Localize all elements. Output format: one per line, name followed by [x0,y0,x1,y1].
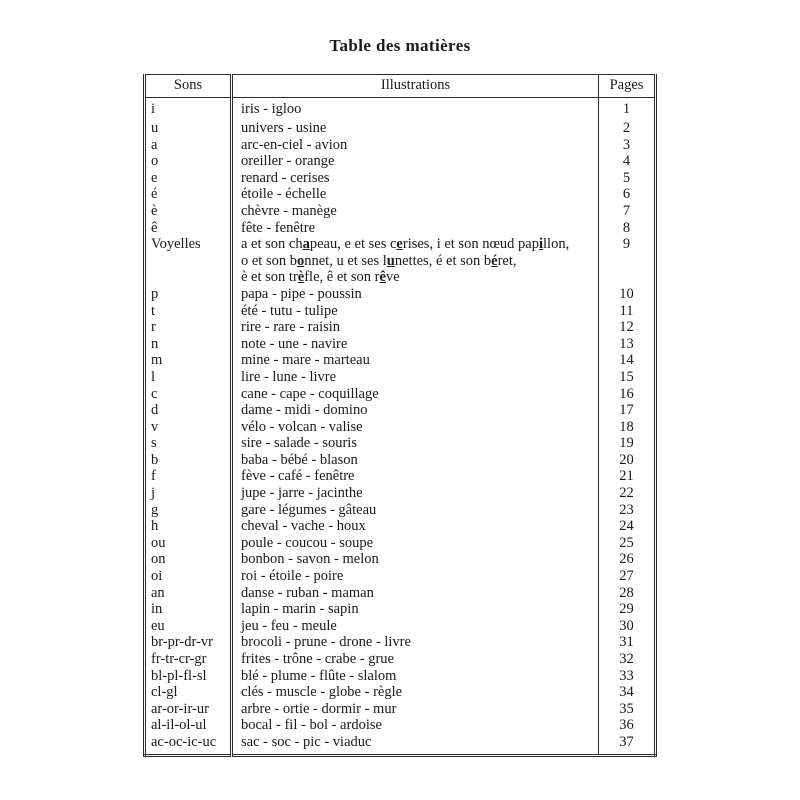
cell-page-number: 15 [619,368,634,385]
illustration-line [241,236,598,253]
cell-page-number: 18 [619,418,634,435]
plain-text: nettes, é et son b [394,252,492,269]
plain-text: o et son b [241,252,297,269]
cell-sons: j [145,485,232,502]
header-row [145,75,656,98]
page-title: Table des matières [329,36,471,55]
cell-illustrations [232,236,599,286]
cell-page-number: 10 [619,285,634,302]
cell-sons: ac-oc-ic-uc [145,734,232,755]
plain-text: ve [385,269,400,286]
cell-sons: on [145,551,232,568]
cell-page-number: 36 [619,717,634,734]
table-row [145,286,656,303]
cell-illustrations: gare - légumes - gâteau [232,502,599,519]
plain-text: peau, e et ses c [309,236,397,253]
cell-sons: h [145,518,232,535]
cell-sons: b [145,452,232,469]
table-header [145,75,656,98]
emphasized-vowel: e [396,236,403,253]
cell-page-number: 6 [622,186,631,203]
cell-page-number: 24 [619,518,634,535]
emphasized-vowel: i [538,236,544,253]
table-row [145,203,656,220]
cell-page-number: 27 [619,568,634,585]
table-row [145,137,656,154]
cell-illustrations: renard - cerises [232,170,599,187]
table-row [145,701,656,718]
table-row [145,220,656,237]
plain-text: rises, i et son nœud pap [402,236,539,253]
cell-page-number: 30 [619,617,634,634]
cell-sons: al-il-ol-ul [145,717,232,734]
cell-page-number: 35 [619,700,634,717]
cell-illustrations: lapin - marin - sapin [232,601,599,618]
table-row [145,386,656,403]
cell-sons: v [145,419,232,436]
cell-page-number: 31 [619,634,634,651]
table-row [145,502,656,519]
cell-illustrations: dame - midi - domino [232,402,599,419]
cell-page-number: 37 [619,733,634,750]
cell-sons: n [145,336,232,353]
cell-illustrations: jeu - feu - meule [232,618,599,635]
cell-illustrations: oreiller - orange [232,153,599,170]
cell-sons: d [145,402,232,419]
cell-sons: c [145,386,232,403]
cell-illustrations: arc-en-ciel - avion [232,137,599,154]
table-row [145,452,656,469]
cell-page-number: 12 [619,319,634,336]
table-body [145,98,656,756]
cell-page-number: 22 [619,485,634,502]
cell-illustrations: iris - igloo [232,98,599,121]
plain-text: nnet, u et ses l [304,252,387,269]
table-of-contents [143,74,657,757]
emphasized-vowel: u [386,252,395,269]
cell-illustrations: chèvre - manège [232,203,599,220]
cell-page-number: 34 [619,684,634,701]
table-row [145,402,656,419]
table-row [145,319,656,336]
cell-illustrations: jupe - jarre - jacinthe [232,485,599,502]
cell-sons: p [145,286,232,303]
cell-page-number: 1 [622,101,631,117]
cell-illustrations: baba - bébé - blason [232,452,599,469]
cell-illustrations: lire - lune - livre [232,369,599,386]
emphasized-vowel: a [302,236,310,253]
cell-page-number: 8 [622,219,631,236]
cell-sons: u [145,120,232,137]
cell-sons: eu [145,618,232,635]
table-row [145,435,656,452]
cell-sons: oi [145,568,232,585]
emphasized-vowel: o [296,252,305,269]
cell-page-number: 32 [619,651,634,667]
cell-page-number: 4 [622,153,631,170]
cell-sons: f [145,468,232,485]
cell-page-number: 28 [619,584,634,601]
cell-illustrations: cheval - vache - houx [232,518,599,535]
table-row [145,485,656,502]
cell-sons: è [145,203,232,220]
table-row [145,170,656,187]
plain-text: a et son ch [241,236,303,253]
cell-illustrations: bonbon - savon - melon [232,551,599,568]
cell-page-number: 26 [619,551,634,568]
table-row [145,618,656,635]
cell-page-number: 23 [619,501,634,518]
table-row [145,468,656,485]
cell-illustrations: fève - café - fenêtre [232,468,599,485]
table-row [145,717,656,734]
cell-illustrations: cane - cape - coquillage [232,386,599,403]
cell-illustrations: rire - rare - raisin [232,319,599,336]
cell-page-number: 11 [619,302,634,319]
cell-sons: t [145,303,232,320]
cell-illustrations: papa - pipe - poussin [232,286,599,303]
cell-sons: r [145,319,232,336]
cell-sons: in [145,601,232,618]
cell-sons: an [145,585,232,602]
cell-sons: bl-pl-fl-sl [145,668,232,685]
cell-page-number: 25 [619,534,634,551]
column-header-sons: Sons [145,75,232,98]
cell-page-number: 5 [622,169,631,186]
cell-sons: ou [145,535,232,552]
cell-page-number: 3 [622,136,631,153]
cell-illustrations: danse - ruban - maman [232,585,599,602]
cell-illustrations: clés - muscle - globe - règle [232,684,599,701]
cell-page-number: 13 [619,335,634,352]
cell-sons: e [145,170,232,187]
cell-illustrations: sire - salade - souris [232,435,599,452]
cell-sons: é [145,186,232,203]
table-row [145,236,656,286]
table-row [145,518,656,535]
table-row [145,153,656,170]
column-header-pages: Pages [599,75,656,98]
emphasized-vowel: é [491,252,498,269]
plain-text: ret, [497,252,517,269]
cell-illustrations: arbre - ortie - dormir - mur [232,701,599,718]
table-row [145,120,656,137]
cell-sons: g [145,502,232,519]
table-row [145,651,656,668]
cell-sons: br-pr-dr-vr [145,634,232,651]
table-row [145,551,656,568]
table-row [145,535,656,552]
table-row [145,585,656,602]
table-row [145,419,656,436]
cell-sons: l [145,369,232,386]
cell-illustrations: vélo - volcan - valise [232,419,599,436]
cell-sons: ê [145,220,232,237]
cell-page-number: 21 [619,468,634,485]
table-row [145,303,656,320]
cell-illustrations: mine - mare - marteau [232,352,599,369]
table-row [145,634,656,651]
cell-illustrations: frites - trône - crabe - grue [232,651,599,668]
table-row [145,369,656,386]
cell-sons: fr-tr-cr-gr [145,651,232,668]
emphasized-vowel: è [297,269,305,286]
table-row [145,336,656,353]
cell-page-number: 20 [619,451,634,468]
cell-sons: o [145,153,232,170]
illustration-line [241,269,598,286]
cell-sons: ar-or-ir-ur [145,701,232,718]
cell-sons: a [145,137,232,154]
plain-text: llon, [543,236,570,253]
cell-illustrations: brocoli - prune - drone - livre [232,634,599,651]
cell-illustrations: sac - soc - pic - viaduc [232,734,599,755]
plain-text: fle, ê et son r [304,269,380,286]
plain-text: è et son tr [241,269,298,286]
cell-illustrations: bocal - fil - bol - ardoise [232,717,599,734]
cell-page-number: 14 [619,352,634,369]
cell-page-number: 17 [619,402,634,419]
cell-page-number: 29 [619,601,634,618]
table-row [145,568,656,585]
table-row [145,186,656,203]
cell-illustrations: poule - coucou - soupe [232,535,599,552]
cell-illustrations: fête - fenêtre [232,220,599,237]
column-header-illustrations: Illustrations [232,75,599,98]
cell-illustrations: univers - usine [232,120,599,137]
cell-sons: Voyelles [145,236,232,286]
emphasized-vowel: ê [379,269,386,286]
cell-page-number: 19 [619,435,634,452]
cell-illustrations: étoile - échelle [232,186,599,203]
cell-page-number: 9 [622,236,631,253]
cell-page-number: 16 [619,385,634,402]
illustration-line [241,253,598,270]
cell-sons: i [145,98,232,121]
cell-illustrations: roi - étoile - poire [232,568,599,585]
table-row [145,668,656,685]
cell-sons: m [145,352,232,369]
cell-illustrations: blé - plume - flûte - slalom [232,668,599,685]
table-row [145,98,656,121]
cell-page-number: 2 [622,120,631,136]
cell-page-number: 33 [619,667,634,684]
cell-illustrations: note - une - navire [232,336,599,353]
cell-page-number: 7 [622,202,631,219]
table-row [145,601,656,618]
cell-illustrations: été - tutu - tulipe [232,303,599,320]
table-row [145,352,656,369]
table-row [145,684,656,701]
cell-sons: cl-gl [145,684,232,701]
table-row [145,734,656,755]
cell-sons: s [145,435,232,452]
